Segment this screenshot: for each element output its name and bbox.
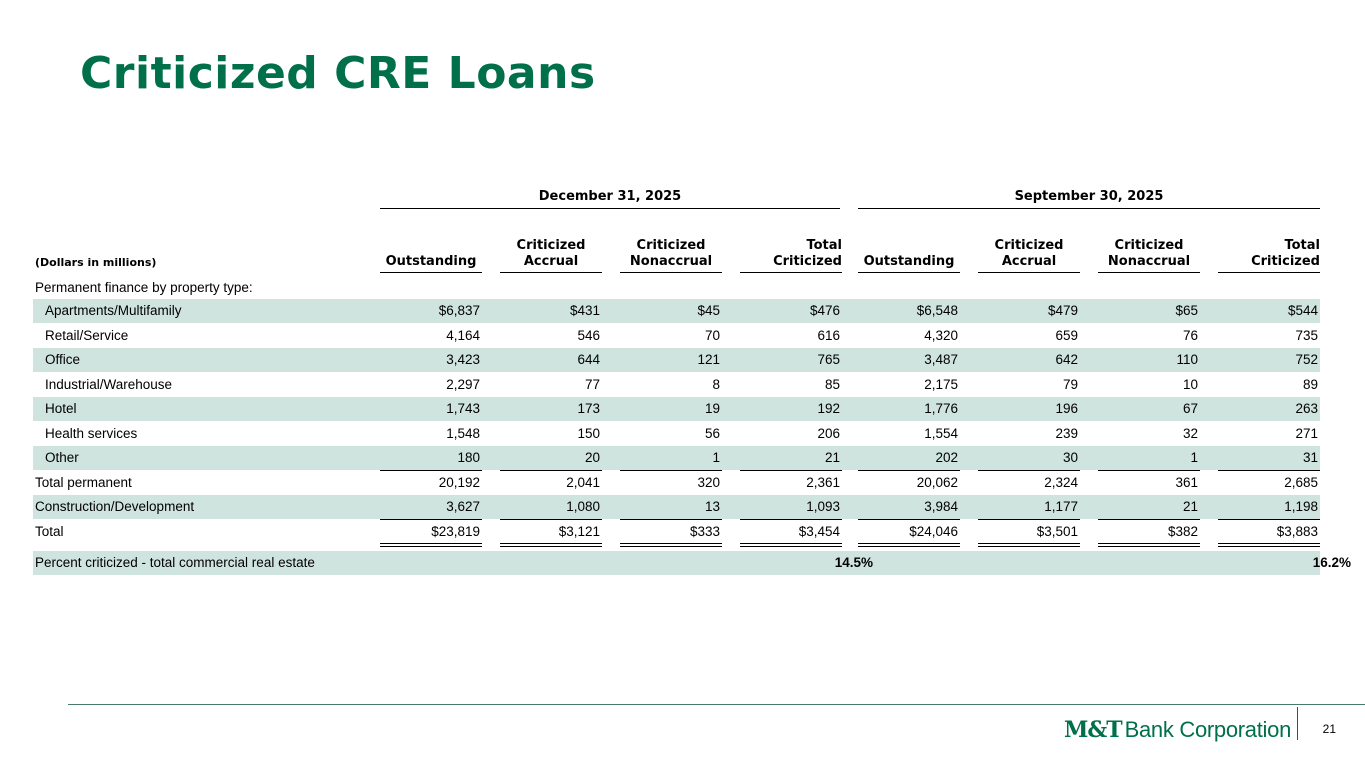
percent-criticized-row [33,551,1351,575]
row-value: 20,062 [916,474,958,490]
row-label: Total [35,523,64,539]
subtotal-underline [978,470,1080,471]
row-value: 2,324 [1044,474,1078,490]
row-value: 70 [704,327,720,343]
row-label: Health services [45,425,138,441]
logo-text: Bank Corporation [1124,717,1292,742]
total-double-underline [620,543,722,547]
total-double-underline [380,543,482,547]
row-value: $3,121 [558,523,600,539]
row-value: 77 [584,376,600,392]
page-number: 21 [1322,722,1336,736]
row-value: 76 [1182,327,1198,343]
subtotal-underline [380,470,482,471]
percent-criticized-dec: 14.5% [834,555,873,570]
row-value: 735 [1295,327,1318,343]
company-logo [1064,717,1291,747]
row-value: 642 [1055,352,1078,367]
row-value: 85 [824,376,840,392]
row-value: $3,501 [1036,523,1078,539]
table-row [33,520,1320,544]
row-value: 202 [935,450,958,465]
row-value: 320 [697,474,720,490]
table-row [33,495,1320,519]
row-value: 19 [704,401,720,416]
table-row [33,373,1320,397]
total-double-underline [740,543,842,547]
subtotal-underline [858,519,960,520]
row-label: Total permanent [35,474,132,490]
row-value: $23,819 [431,523,480,539]
row-value: $3,883 [1276,523,1318,539]
row-value: 13 [704,499,720,514]
row-value: $6,837 [438,303,480,318]
row-value: 67 [1182,401,1198,416]
row-value: 361 [1175,474,1198,490]
row-value: $6,548 [916,303,958,318]
row-value: $479 [1047,303,1078,318]
row-value: $65 [1175,303,1198,318]
table-row [33,324,1320,348]
row-value: $45 [697,303,720,318]
row-value: 150 [577,425,600,441]
column-header-dec-total-criticized: Total Criticized [740,236,842,273]
row-label: Office [45,352,81,367]
row-value: 32 [1182,425,1198,441]
row-value: 196 [1055,401,1078,416]
row-value: 1 [712,450,720,465]
row-value: 616 [817,327,840,343]
table-row [33,348,1320,372]
row-value: $24,046 [909,523,958,539]
column-header-dec-criticized-nonaccrual: Criticized Nonaccrual [620,236,722,273]
subtotal-underline [1218,470,1320,471]
column-header-sep-outstanding: Outstanding [858,236,960,273]
row-value: 79 [1062,376,1078,392]
row-value: $333 [689,523,720,539]
row-value: 2,041 [566,474,600,490]
row-label: Hotel [45,401,77,416]
row-value: 1 [1190,450,1198,465]
row-value: 1,198 [1284,499,1318,514]
row-value: 2,175 [924,376,958,392]
subtotal-underline [500,519,602,520]
logo-divider [1297,707,1298,740]
row-value: 21 [1182,499,1198,514]
row-value: 752 [1295,352,1318,367]
column-header-sep-criticized-nonaccrual: Criticized Nonaccrual [1098,236,1200,273]
row-value: 263 [1295,401,1318,416]
row-value: 121 [697,352,720,367]
row-value: 1,776 [924,401,958,416]
logo-mark: M&T [1064,717,1122,743]
row-value: 2,361 [806,474,840,490]
period-header-dec-2025: December 31, 2025 [380,189,840,209]
row-value: 2,297 [446,376,480,392]
row-value: 1,554 [924,425,958,441]
row-label: Construction/Development [35,499,195,514]
row-value: 192 [817,401,840,416]
total-double-underline [1218,543,1320,547]
row-value: 3,423 [446,352,480,367]
row-value: 3,984 [924,499,958,514]
period-header-sep-2025: September 30, 2025 [858,189,1320,209]
subtotal-underline [740,470,842,471]
subtotal-underline [858,470,960,471]
row-value: $3,454 [798,523,840,539]
total-double-underline [858,543,960,547]
row-value: 271 [1295,425,1318,441]
row-value: 56 [704,425,720,441]
row-value: 1,080 [566,499,600,514]
row-value: 20 [584,450,600,465]
row-value: $476 [809,303,840,318]
total-double-underline [978,543,1080,547]
row-value: 4,320 [924,327,958,343]
row-value: 239 [1055,425,1078,441]
row-value: 30 [1062,450,1078,465]
subtotal-underline [1098,519,1200,520]
subtotal-underline [1218,519,1320,520]
row-value: 2,685 [1284,474,1318,490]
table-row [33,471,1320,495]
row-value: 21 [824,450,840,465]
total-double-underline [1098,543,1200,547]
row-label: Industrial/Warehouse [45,376,173,392]
row-value: 31 [1302,450,1318,465]
row-value: 206 [817,425,840,441]
row-value: 173 [577,401,600,416]
subtotal-underline [380,519,482,520]
row-value: 1,093 [806,499,840,514]
page-title: Criticized CRE Loans [80,48,596,99]
row-label: Other [45,450,79,465]
units-label: (Dollars in millions) [35,256,157,269]
table-row [33,446,1320,470]
row-value: 659 [1055,327,1078,343]
row-value: 765 [817,352,840,367]
row-value: $382 [1167,523,1198,539]
subtotal-underline [978,519,1080,520]
row-value: 10 [1182,376,1198,392]
row-value: 20,192 [438,474,480,490]
row-value: 180 [457,450,480,465]
footer-rule [68,704,1365,705]
subtotal-underline [620,519,722,520]
subtotal-underline [1098,470,1200,471]
row-value: 3,627 [446,499,480,514]
column-header-sep-total-criticized: Total Criticized [1218,236,1320,273]
row-value: 89 [1302,376,1318,392]
table-row [33,397,1320,421]
subtotal-underline [620,470,722,471]
row-value: 3,487 [924,352,958,367]
row-value: 4,164 [446,327,480,343]
row-label: Apartments/Multifamily [45,303,182,318]
section-header-label: Permanent finance by property type: [35,280,253,295]
table-row [33,422,1320,446]
row-value: 1,548 [446,425,480,441]
column-header-dec-outstanding: Outstanding [380,236,482,273]
row-value: 1,177 [1044,499,1078,514]
subtotal-underline [740,519,842,520]
row-value: 8 [712,376,720,392]
subtotal-underline [500,470,602,471]
total-double-underline [500,543,602,547]
row-value: $431 [569,303,600,318]
row-value: $544 [1287,303,1318,318]
column-header-dec-criticized-accrual: Criticized Accrual [500,236,602,273]
row-label: Retail/Service [45,327,129,343]
row-value: 1,743 [446,401,480,416]
row-value: 546 [577,327,600,343]
row-value: 110 [1176,352,1198,367]
column-header-sep-criticized-accrual: Criticized Accrual [978,236,1080,273]
section-header-row [33,276,1320,300]
percent-criticized-label: Percent criticized - total commercial real estate [35,555,315,570]
row-value: 644 [577,352,600,367]
table-row [33,299,1320,323]
percent-criticized-sep: 16.2% [1312,555,1351,570]
